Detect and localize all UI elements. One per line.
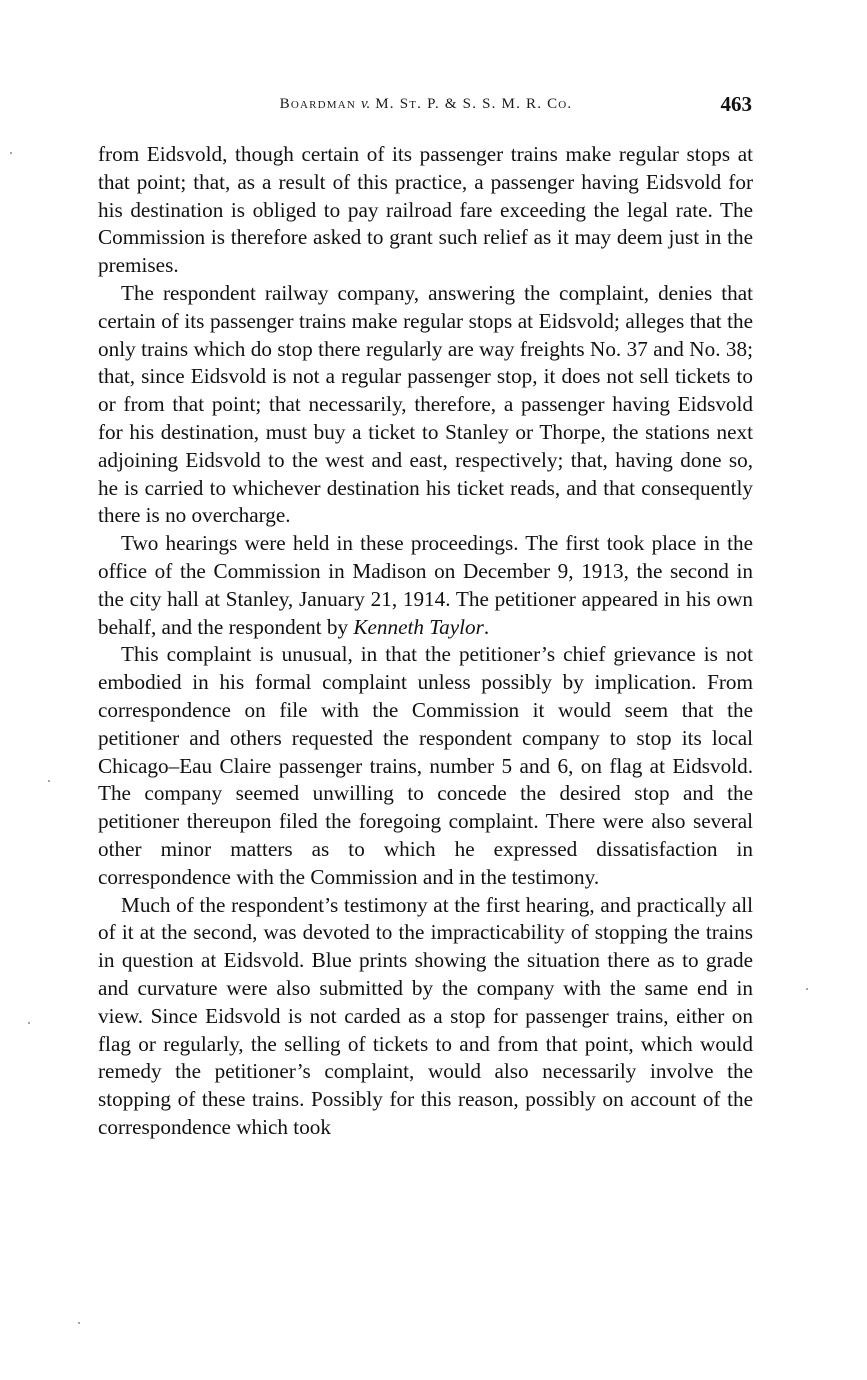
paper-speck — [10, 152, 12, 154]
paragraph-respondent-answer: The respondent railway company, answering the complaint, denies that certain of its passenger trains make regular stops at Eidsvold; alleges that the only trains which do stop there regularly are way freights No. 37 and No. 38; that, since Eidsvold is not a regular passenger stop, it does not sell tickets to or from that point; that necessarily, therefore, a passenger having Eidsvold for his destination, must buy a ticket to Stanley or Thorpe, the stations next adjoining Eidsvold to the west and east, respectively; that, having done so, he is carried to whichever destination his ticket reads, and that consequently there is no overcharge. — [98, 280, 753, 528]
running-title-versus: v. — [361, 96, 371, 112]
running-title — [100, 96, 752, 113]
page-number: 463 — [720, 92, 752, 116]
running-header — [100, 92, 752, 120]
paragraph-testimony: Much of the respondent’s testimony at the first hearing, and practically all of it at the second, was devoted to the impracticability of stopping the trains in question at Eidsvold. Blue prints showing the situation there as to grade and curvature were also submitted by the company with the same end in view. Since Eidsvold is not carded as a stop for passenger trains, either on flag or regularly, the selling of tickets to and from that point, which would remedy the petitioner’s complaint, would also necessarily involve the stopping of these trains. Possibly for this reason, possibly on account of the correspondence which took — [98, 892, 753, 1139]
paper-speck — [806, 988, 808, 990]
body-text — [98, 141, 753, 1142]
hearings-end: . — [483, 614, 490, 639]
running-title-respondent: M. St. P. & S. S. M. R. Co. — [375, 96, 573, 112]
running-title-party: Boardman — [279, 96, 357, 112]
paper-speck — [28, 1022, 30, 1024]
paragraph-continued: from Eidsvold, though certain of its passenger trains make regular stops at that point; that, as a result of this practice, a passenger having Eidsvold for his destination is obliged to pay railroad fare exceeding the legal rate. The Commission is therefore asked to grant such relief as it may deem just in the premises. — [98, 142, 753, 278]
paper-speck — [78, 1322, 80, 1324]
paragraph-hearings — [98, 530, 753, 641]
paper-speck — [48, 780, 50, 782]
counsel-name: Kenneth Taylor — [353, 614, 484, 639]
paragraph-grievance: This complaint is unusual, in that the petitioner’s chief grievance is not embodied in his formal complaint unless possibly by implication. From correspondence on file with the Commission it would seem that the petitioner and others requested the respondent company to stop its local Chicago–Eau Claire passenger trains, number 5 and 6, on flag at Eidsvold. The company seemed unwilling to concede the desired stop and the petitioner thereupon filed the foregoing complaint. There were also several other minor matters as to which he expressed dissatisfaction in correspondence with the Commission and in the testimony. — [98, 642, 753, 889]
hearings-text: Two hearings were held in these proceedings. The first took place in the office of the Commission in Madison on December 9, 1913, the second in the city hall at Stanley, January 21, 1914. The petitioner appeared in his own behalf, and the respondent by — [98, 531, 753, 639]
